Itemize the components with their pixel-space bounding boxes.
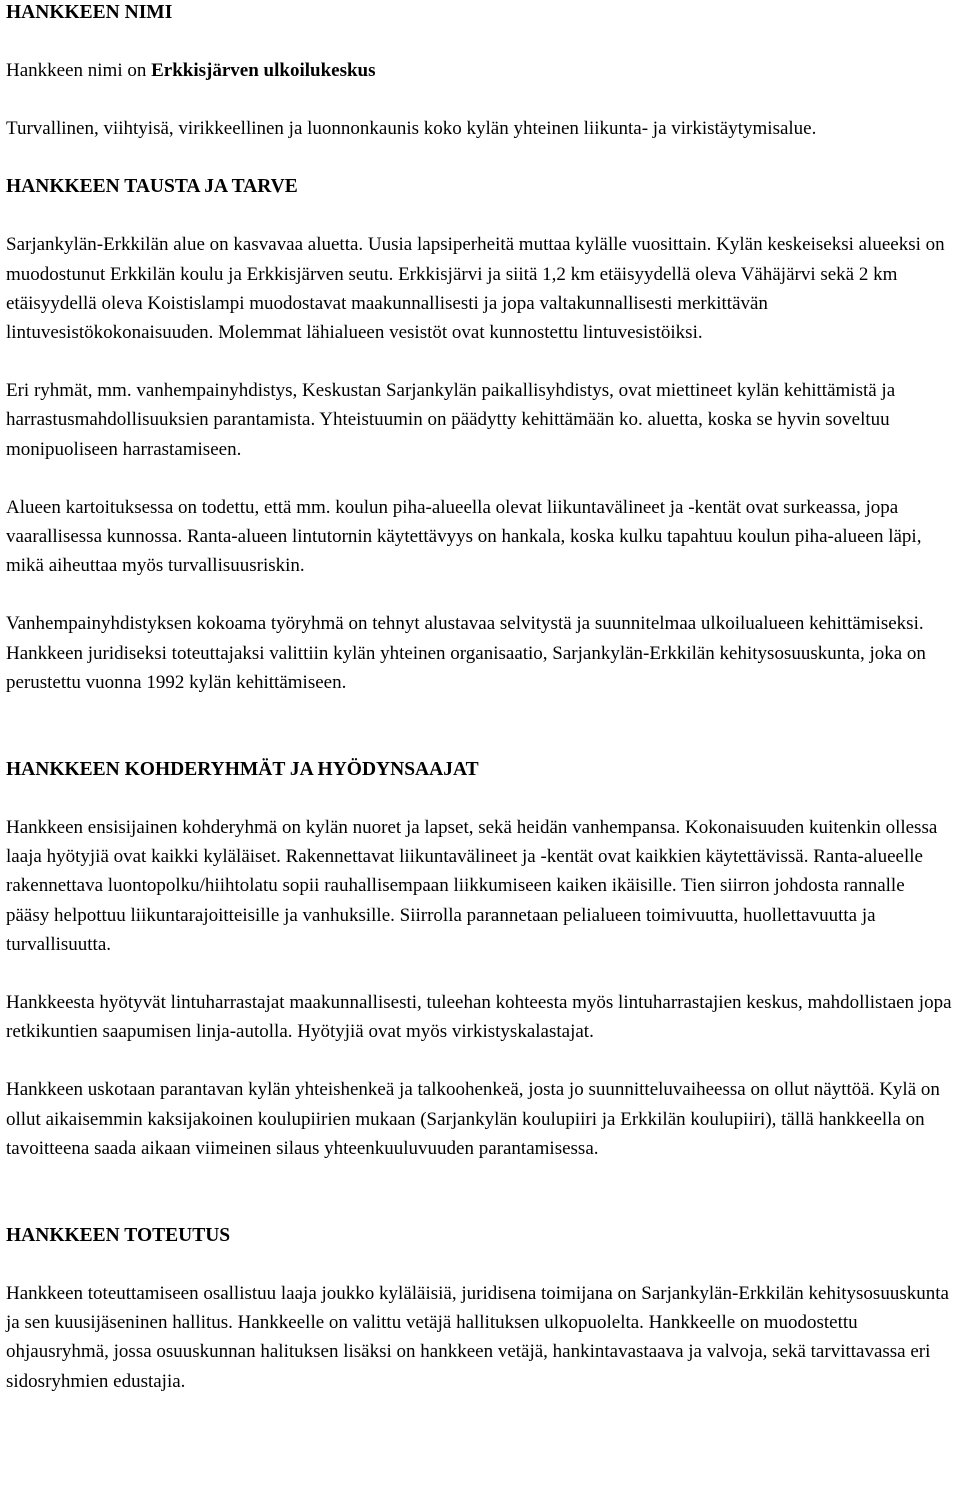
target-groups-paragraph-2: Hankkeesta hyötyvät lintuharrastajat maakunnallisesti, tuleehan kohteesta myös lintuharrastajien keskus, mahdollistaen jopa retkikuntien saapumisen linja-autolla. Hyötyjiä ovat myös virkistyskalastajat. [6, 992, 952, 1043]
project-description: Turvallinen, viihtyisä, virikkeellinen ja luonnonkaunis koko kylän yhteinen liikunta- ja virkistäytymisalue. [6, 118, 817, 140]
target-groups-paragraph-3: Hankkeen uskotaan parantavan kylän yhteishenkeä ja talkoohenkeä, josta jo suunnitteluvaiheessa on ollut näyttöä. Kylä on ollut aikaisemmin kaksijakoinen koulupiirien mukaan (Sarjankylän koulupiiri ja Erkkilän koulupiiri), tällä hankkeella on tavoitteena saada aikaan viimeinen silaus yhteenkuuluvuuden parantamisessa. [6, 1079, 940, 1159]
heading-toteutus: HANKKEEN TOTEUTUS [6, 1225, 231, 1247]
background-paragraph-1: Sarjankylän-Erkkilän alue on kasvavaa aluetta. Uusia lapsiperheitä muttaa kylälle vuosittain. Kylän keskeiseksi alueeksi on muodostunut Erkkilän koulu ja Erkkisjärven seutu. Erkkisjärvi ja siitä 1,2 km etäisyydellä oleva Vähäjärvi sekä 2 km etäisyydellä oleva Koistislampi muodostavat maakunnallisesti ja jopa valtakunnallisesti merkittävän lintuvesistökokonaisuuden. Molemmat lähialueen vesistöt ovat kunnostettu lintuvesistöiksi. [6, 234, 945, 344]
background-paragraph-2: Eri ryhmät, mm. vanhempainyhdistys, Keskustan Sarjankylän paikallisyhdistys, ovat miettineet kylän kehittämistä ja harrastusmahdollisuuksien parantamista. Yhteistuumin on päädytty kehittämään ko. aluetta, koska se hyvin soveltuu monipuoliseen harrastamiseen. [6, 380, 896, 460]
project-name: Erkkisjärven ulkoilukeskus [151, 60, 376, 81]
document-page [6, 0, 952, 1396]
project-name-prefix: Hankkeen nimi on [6, 60, 147, 81]
project-name-paragraph [6, 56, 952, 85]
heading-hankkeen-nimi: HANKKEEN NIMI [6, 2, 173, 23]
implementation-paragraph-1: Hankkeen toteuttamiseen osallistuu laaja joukko kyläläisiä, juridisena toimijana on Sarjankylän-Erkkilän kehitysosuuskunta ja sen kuusijäseninen hallitus. Hankkeelle on valittu vetäjä hallituksen ulkopuolelta. Hankkeelle on muodostettu ohjausryhmä, jossa osuuskunnan halituksen lisäksi on hankkeen vetäjä, hankintavastaava ja valvoja, sekä tarvittavassa eri sidosryhmien edustajia. [6, 1283, 949, 1392]
heading-tausta-ja-tarve: HANKKEEN TAUSTA JA TARVE [6, 176, 298, 198]
background-paragraph-3: Alueen kartoituksessa on todettu, että mm. koulun piha-alueella olevat liikuntavälineet ja -kentät ovat surkeassa, jopa vaarallisessa kunnossa. Ranta-alueen lintutornin käytettävyys on hankala, koska kulku tapahtuu koulun piha-alueen läpi, mikä aiheuttaa myös turvallisuusriskin. [6, 496, 922, 577]
target-groups-paragraph-1: Hankkeen ensisijainen kohderyhmä on kylän nuoret ja lapset, sekä heidän vanhempansa. Kokonaisuuden kuitenkin ollessa laaja hyötyjiä ovat kaikki kyläläiset. Rakennettavat liikuntavälineet ja -kentät ovat kaikkien käytettävissä. Ranta-alueelle rakennettava luontopolku/hiihtolatu sopii rauhallisempaan liikkumiseen kaiken ikäisille. Tien siirron johdosta rannalle pääsy helpottuu liikuntarajoitteisille ja vanhuksille. Siirrolla parannetaan pelialueen toimivuutta, huollettavuutta ja turvallisuutta. [6, 817, 938, 955]
heading-kohderyhmat: HANKKEEN KOHDERYHMÄT JA HYÖDYNSAAJAT [6, 759, 479, 781]
background-paragraph-4: Vanhempainyhdistyksen kokoama työryhmä on tehnyt alustavaa selvitystä ja suunnitelmaa ulkoilualueen kehittämiseksi. Hankkeen juridiseksi toteuttajaksi valittiin kylän yhteinen organisaatio, Sarjankylän-Erkkilän kehitysosuuskunta, joka on perustettu vuonna 1992 kylän kehittämiseen. [6, 613, 926, 693]
